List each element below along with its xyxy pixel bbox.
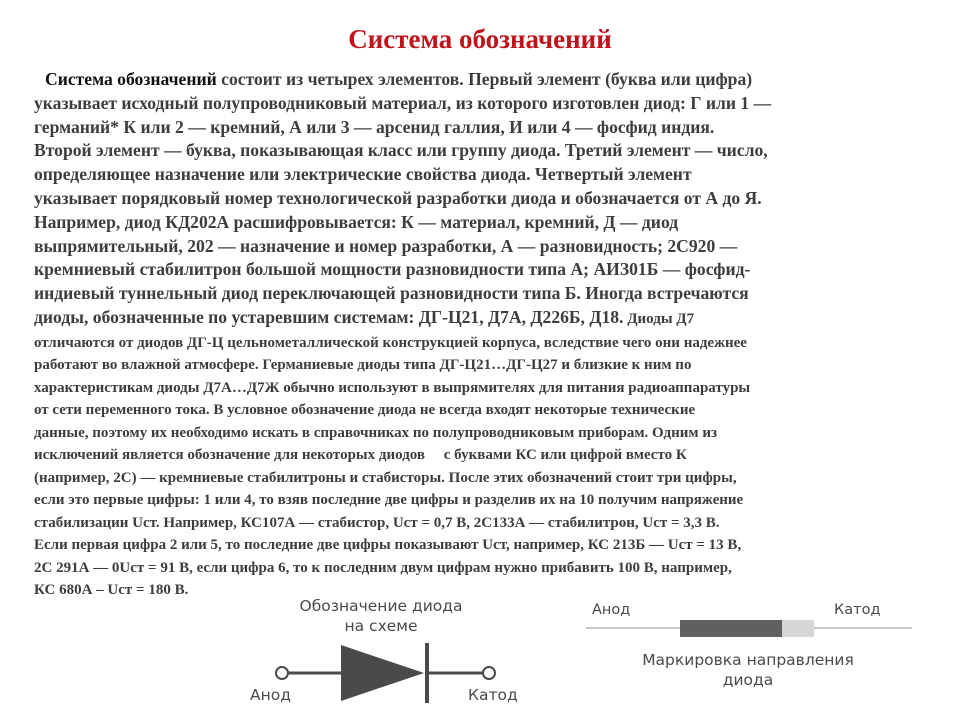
text-line: выпрямительный, 202 — назначение и номер разработки, А — разновидность; 2С920 — (34, 235, 738, 256)
text-line: работают во влажной атмосфере. Германиевые диоды типа ДГ-Ц21…ДГ-Ц27 и близкие к ним по (34, 357, 692, 374)
text-line: указывает порядковый номер технологической разработки диода и обозначается от А до Я. (34, 187, 762, 208)
text-line: 2С 291А — 0Uст = 91 В, если цифра 6, то к последним двум цифрам нужно прибавить 100 В, например, (34, 559, 732, 576)
text-line: германий* К или 2 — кремний, А или 3 — арсенид галлия, И или 4 — фосфид индия. (34, 116, 715, 137)
text-line: Система обозначений состоит из четырех элементов. Первый элемент (буква или цифра) (45, 69, 753, 89)
marking-cathode-label: Катод (834, 602, 881, 618)
text-line: кремниевый стабилитрон большой мощности разновидности типа А; АИЗ01Б — фосфид- (34, 259, 751, 280)
text-line: исключений является обозначение для некоторых диодов с буквами КС или цифрой вместо К (34, 447, 687, 464)
diode-symbol-icon (276, 643, 495, 703)
slide-title: Система обозначений (348, 24, 612, 54)
text-line: КС 680А – Uст = 180 В. (34, 582, 189, 599)
diode-marking-caption: Маркировка направления диода (642, 651, 854, 689)
text-line: определяющее назначение или электрические свойства диода. Четвертый элемент (34, 164, 692, 185)
diode-symbol-caption: Обозначение диода на схеме (299, 597, 463, 635)
text-line: Если первая цифра 2 или 5, то последние две цифры показывают Uст, например, КС 213Б — Uст = 13 В, (34, 537, 742, 554)
text-line: Например, диод КД202А расшифровывается: К — материал, кремний, Д — диод (34, 211, 679, 232)
text-line: данные, поэтому их необходимо искать в справочниках по полупроводниковым приборам. Одним из (34, 424, 718, 441)
cathode-label: Катод (468, 686, 518, 704)
text-line: отличаются от диодов ДГ-Ц цельнометаллической конструкцией корпуса, вследствие чего они надежнее (34, 334, 747, 351)
diode-marking-icon (586, 620, 912, 637)
text-line: (например, 2С) — кремниевые стабилитроны и стабисторы. После этих обозначений стоит три цифры, (34, 469, 737, 486)
text-line: диоды, обозначенные по устаревшим системам: ДГ-Ц21, Д7А, Д226Б, Д18. Диоды Д7 (34, 306, 695, 327)
text-line: если это первые цифры: 1 или 4, то взяв последние две цифры и разделив их на 10 получим напряжение (34, 492, 744, 509)
text-line: Второй элемент — буква, показывающая класс или группу диода. Третий элемент — число, (34, 140, 768, 161)
text-line: индиевый туннельный диод переключающей разновидности типа Б. Иногда встречаются (34, 283, 749, 304)
text-line: стабилизации Uст. Например, КС107А — стабистор, Uст = 0,7 В, 2С133А — стабилитрон, Uст = 3,3 В. (34, 514, 720, 531)
text-line: указывает исходный полупроводниковый материал, из которого изготовлен диод: Г или 1 — (34, 92, 772, 113)
anode-label: Анод (250, 686, 291, 704)
lead-term: Система обозначений (45, 69, 217, 89)
text-line: от сети переменного тока. В условное обозначение диода не всегда входят некоторые технические (34, 402, 696, 419)
text-line: характеристикам диоды Д7А…Д7Ж обычно используют в выпрямителях для питания радиоаппаратуры (34, 379, 751, 396)
marking-anode-label: Анод (592, 602, 631, 618)
